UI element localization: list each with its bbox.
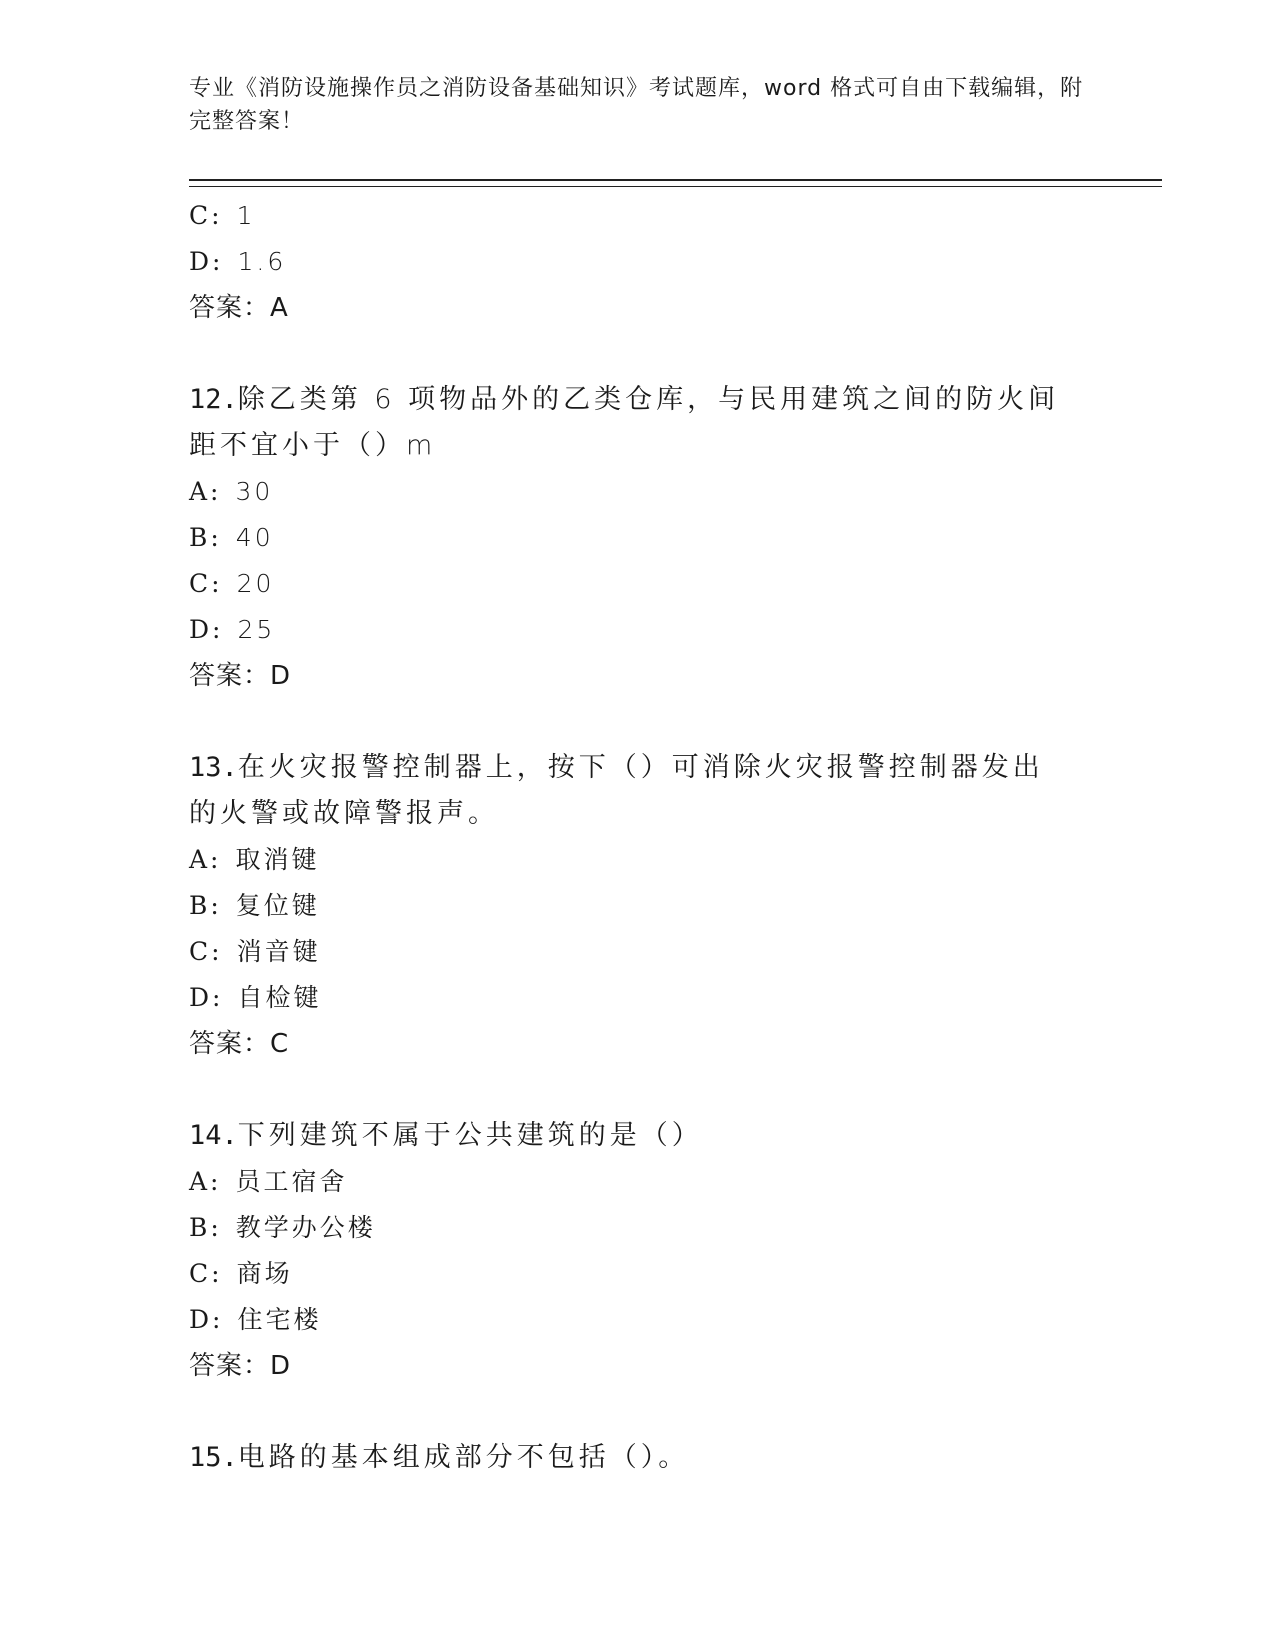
option-text: 40 bbox=[235, 523, 274, 552]
option-row bbox=[189, 561, 1089, 607]
option-text: 商场 bbox=[236, 1259, 293, 1288]
question-number: 12. bbox=[189, 384, 238, 415]
question-stem bbox=[189, 1435, 1069, 1481]
option-row bbox=[189, 929, 1089, 975]
option-text: 25 bbox=[237, 615, 276, 644]
question-stem bbox=[189, 745, 1069, 837]
option-text: 30 bbox=[235, 477, 274, 506]
option-text: 复位键 bbox=[235, 891, 320, 920]
question-text: 下列建筑不属于公共建筑的是（） bbox=[237, 1120, 703, 1151]
option-letter: D: bbox=[189, 1305, 224, 1334]
question-block bbox=[189, 745, 1089, 1067]
answer-line: 答案：C bbox=[189, 1029, 290, 1059]
option-row bbox=[189, 837, 1089, 883]
option-letter: A: bbox=[189, 845, 222, 874]
page-header-note: 专业《消防设施操作员之消防设备基础知识》考试题库，word 格式可自由下载编辑，附完整答案！ bbox=[189, 76, 1084, 134]
answer-line: 答案：D bbox=[189, 1351, 292, 1381]
option-text: 住宅楼 bbox=[237, 1305, 322, 1334]
option-row bbox=[189, 1159, 1089, 1205]
option-row bbox=[189, 1251, 1089, 1297]
option-letter: D: bbox=[189, 983, 224, 1012]
option-letter: B: bbox=[189, 1213, 222, 1242]
question-stem bbox=[189, 1113, 1069, 1159]
question-text: 除乙类第 6 项物品外的乙类仓库，与民用建筑之间的防火间距不宜小于（）m bbox=[189, 384, 1060, 461]
option-row bbox=[189, 975, 1089, 1021]
question-block bbox=[189, 377, 1089, 699]
option-row bbox=[189, 883, 1089, 929]
option-text: 1.6 bbox=[237, 247, 287, 276]
option-row bbox=[189, 1297, 1089, 1343]
option-text: 自检键 bbox=[237, 983, 322, 1012]
option-row bbox=[189, 193, 1089, 239]
answer-line: 答案：A bbox=[189, 293, 289, 323]
option-text: 1 bbox=[236, 201, 256, 230]
option-row bbox=[189, 515, 1089, 561]
question-text: 在火灾报警控制器上，按下（）可消除火灾报警控制器发出的火警或故障警报声。 bbox=[189, 752, 1044, 829]
option-letter: B: bbox=[189, 523, 222, 552]
option-text: 20 bbox=[236, 569, 275, 598]
question-number: 15. bbox=[189, 1442, 238, 1473]
option-text: 教学办公楼 bbox=[235, 1213, 376, 1242]
option-row bbox=[189, 607, 1089, 653]
option-row bbox=[189, 469, 1089, 515]
option-letter: C: bbox=[189, 937, 223, 966]
option-text: 员工宿舍 bbox=[235, 1167, 348, 1196]
option-letter: A: bbox=[189, 1167, 222, 1196]
option-letter: D: bbox=[189, 615, 224, 644]
question-block bbox=[189, 1113, 1089, 1389]
answer-line: 答案：D bbox=[189, 661, 292, 691]
question-text: 电路的基本组成部分不包括（）。 bbox=[237, 1442, 690, 1473]
option-letter: D: bbox=[189, 247, 224, 276]
question-stem bbox=[189, 377, 1069, 469]
option-letter: C: bbox=[189, 201, 223, 230]
continued-question-block bbox=[189, 193, 1089, 331]
question-number: 14. bbox=[189, 1120, 238, 1151]
option-letter: C: bbox=[189, 569, 223, 598]
option-text: 消音键 bbox=[236, 937, 321, 966]
question-number: 13. bbox=[189, 752, 238, 783]
header-divider bbox=[189, 179, 1162, 187]
option-row bbox=[189, 1205, 1089, 1251]
option-letter: A: bbox=[189, 477, 222, 506]
option-text: 取消键 bbox=[235, 845, 320, 874]
option-letter: C: bbox=[189, 1259, 223, 1288]
question-list bbox=[189, 193, 1089, 1481]
option-row bbox=[189, 239, 1089, 285]
question-block bbox=[189, 1435, 1089, 1481]
option-letter: B: bbox=[189, 891, 222, 920]
